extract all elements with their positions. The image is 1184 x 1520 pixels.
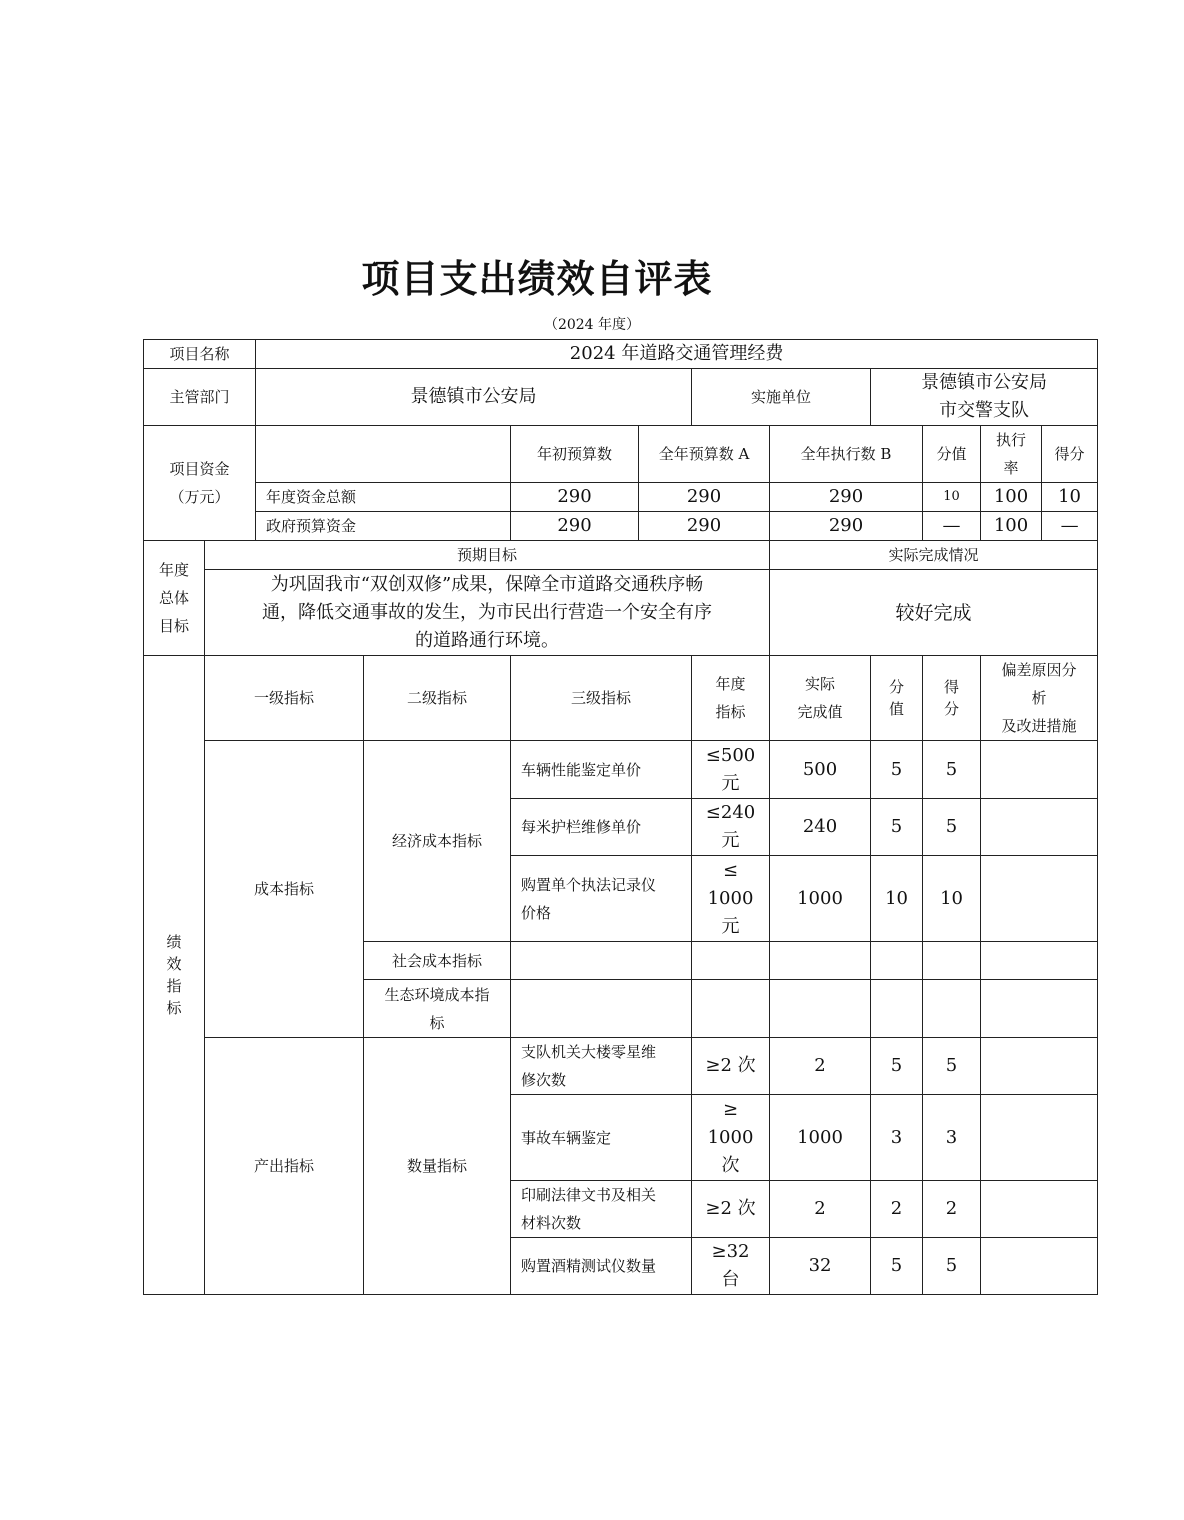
social-cost-label: 社会成本指标 (364, 942, 511, 980)
indicator-row-actual: 32 (770, 1238, 871, 1295)
page-title: 项目支出绩效自评表 (361, 257, 713, 301)
indicator-row-target-line1: ≥32 (711, 1241, 750, 1262)
impl-unit-value (871, 369, 1098, 426)
indicator-row-score-value: 3 (871, 1095, 923, 1181)
self-evaluation-table (143, 339, 1098, 1295)
indicator-row-deviation (981, 741, 1098, 799)
indicator-row-score-value: 10 (871, 856, 923, 942)
indicator-row-actual (770, 942, 871, 980)
expected-goal-line3: 的道路通行环境。 (415, 629, 559, 651)
indicator-header-deviation-line1: 偏差原因分 (1001, 661, 1077, 679)
indicator-header-actual-line2: 完成值 (797, 703, 843, 721)
indicator-header-score-text: 得分 (944, 678, 960, 718)
quantity-indicator-label: 数量指标 (364, 1038, 511, 1295)
funds-row-executed: 290 (770, 483, 923, 512)
funds-row-name: 年度资金总额 (256, 483, 511, 512)
indicator-row-deviation (981, 1238, 1098, 1295)
funds-label-line1: 项目资金 (169, 460, 230, 478)
funds-row-score: 10 (1042, 483, 1098, 512)
indicator-row-score: 3 (923, 1095, 981, 1181)
year-subtitle: （2024 年度） (543, 317, 641, 333)
indicator-row-actual: 1000 (770, 856, 871, 942)
funds-label-line2: （万元） (169, 488, 230, 506)
indicator-row-target (692, 799, 770, 856)
indicator-header-deviation-line3: 及改进措施 (1001, 717, 1077, 735)
indicator-row-actual: 500 (770, 741, 871, 799)
indicator-header-level1: 一级指标 (205, 656, 364, 741)
impl-unit-line2: 市交警支队 (939, 400, 1030, 421)
indicator-row-score (923, 980, 981, 1038)
indicator-row-target-line1: ≥ (722, 1098, 739, 1120)
indicator-row-target (692, 942, 770, 980)
funds-row-annual: 290 (639, 483, 770, 512)
indicator-row-score-value: 5 (871, 1038, 923, 1095)
project-name-label: 项目名称 (144, 340, 256, 369)
funds-row-score: — (1042, 512, 1098, 541)
funds-header-blank (256, 426, 511, 483)
indicator-row-target (692, 1095, 770, 1181)
indicator-row-name (511, 980, 692, 1038)
goals-label (144, 541, 205, 656)
funds-label (144, 426, 256, 541)
funds-header-rate-line2: 率 (1003, 459, 1019, 477)
indicators-section-label (144, 656, 205, 1295)
indicator-header-deviation (981, 656, 1098, 741)
funds-row-score-value: 10 (923, 483, 981, 512)
indicator-header-level3: 三级指标 (511, 656, 692, 741)
indicator-row-score-value (871, 980, 923, 1038)
indicator-row-name: 购置酒精测试仪数量 (511, 1238, 692, 1295)
indicator-row-score: 10 (923, 856, 981, 942)
indicator-row-deviation (981, 942, 1098, 980)
indicator-row-score-value: 5 (871, 799, 923, 856)
indicator-row-score: 5 (923, 799, 981, 856)
actual-completion-text: 较好完成 (770, 570, 1098, 656)
indicator-header-deviation-line2: 析 (1031, 689, 1047, 707)
indicator-header-score-value (871, 656, 923, 741)
funds-row-executed: 290 (770, 512, 923, 541)
eco-env-cost-label-line2: 标 (429, 1013, 445, 1032)
funds-row-initial: 290 (511, 483, 639, 512)
indicator-header-level2: 二级指标 (364, 656, 511, 741)
indicator-row-score-value: 2 (871, 1181, 923, 1238)
indicator-row-name-line1: 支队机关大楼零星维 (521, 1043, 657, 1061)
indicator-header-score (923, 656, 981, 741)
indicator-row-score-value: 5 (871, 741, 923, 799)
indicator-row-actual: 2 (770, 1181, 871, 1238)
indicator-row-target-line2: 元 (721, 772, 740, 794)
indicator-row-target-line1: ≤500 (705, 744, 756, 766)
indicator-row-name: 车辆性能鉴定单价 (511, 741, 692, 799)
funds-header-score-value: 分值 (923, 426, 981, 483)
indicator-row-actual (770, 980, 871, 1038)
indicator-row-target-line1: ≤240 (705, 802, 756, 823)
indicator-row-target (692, 980, 770, 1038)
indicator-header-actual-line1: 实际 (805, 675, 836, 693)
indicator-row-name: 事故车辆鉴定 (511, 1095, 692, 1181)
indicator-header-actual (770, 656, 871, 741)
indicator-row-deviation (981, 1095, 1098, 1181)
eco-env-cost-label-line1: 生态环境成本指 (384, 985, 490, 1004)
dept-value: 景德镇市公安局 (256, 369, 692, 426)
funds-row-annual: 290 (639, 512, 770, 541)
funds-header-executed: 全年执行数 B (770, 426, 923, 483)
funds-row-initial: 290 (511, 512, 639, 541)
expected-goal-line2: 通，降低交通事故的发生，为市民出行营造一个安全有序 (262, 601, 712, 623)
indicator-row-name (511, 856, 692, 942)
indicator-row-target: ≥2 次 (692, 1038, 770, 1095)
indicator-row-target-line3: 元 (721, 915, 740, 937)
funds-header-annual: 全年预算数 A (639, 426, 770, 483)
economic-cost-label: 经济成本指标 (364, 741, 511, 942)
indicator-row-target: ≥2 次 (692, 1181, 770, 1238)
indicators-section-text: 绩效指标 (166, 933, 182, 1017)
indicator-row-name-line2: 材料次数 (521, 1214, 582, 1232)
indicator-row-name: 每米护栏维修单价 (511, 799, 692, 856)
indicator-row-target-line1: ≤ (722, 859, 739, 881)
impl-unit-line1: 景德镇市公安局 (921, 372, 1048, 393)
funds-row-rate: 100 (981, 512, 1042, 541)
indicator-row-name-line1: 购置单个执法记录仪 (521, 875, 657, 894)
indicator-row-actual: 2 (770, 1038, 871, 1095)
funds-row-name: 政府预算资金 (256, 512, 511, 541)
indicator-row-target (692, 1238, 770, 1295)
impl-unit-label: 实施单位 (692, 369, 871, 426)
indicator-row-score (923, 942, 981, 980)
indicator-row-name-line2: 修次数 (521, 1071, 567, 1089)
funds-header-rate (981, 426, 1042, 483)
indicator-row-target-line2: 台 (721, 1269, 740, 1290)
indicator-row-target (692, 856, 770, 942)
funds-row-rate: 100 (981, 483, 1042, 512)
indicator-row-actual: 240 (770, 799, 871, 856)
indicator-header-target (692, 656, 770, 741)
indicator-header-target-line1: 年度 (715, 675, 746, 693)
indicator-row-name-line1: 印刷法律文书及相关 (521, 1186, 657, 1204)
indicator-row-name (511, 1181, 692, 1238)
indicator-row-name (511, 1038, 692, 1095)
funds-header-score: 得分 (1042, 426, 1098, 483)
cost-indicator-label: 成本指标 (205, 741, 364, 1038)
eco-env-cost-label (364, 980, 511, 1038)
indicator-row-score: 5 (923, 1238, 981, 1295)
indicator-row-target (692, 741, 770, 799)
project-name-value: 2024 年道路交通管理经费 (256, 340, 1098, 369)
indicator-row-score-value: 5 (871, 1238, 923, 1295)
funds-header-initial: 年初预算数 (511, 426, 639, 483)
funds-row-score-value: — (923, 512, 981, 541)
goals-label-line2: 总体 (158, 589, 189, 607)
expected-goal-text (205, 570, 770, 656)
indicator-row-deviation (981, 980, 1098, 1038)
expected-goal-header: 预期目标 (205, 541, 770, 570)
goals-label-line3: 目标 (158, 617, 189, 635)
indicator-header-target-line2: 指标 (715, 703, 746, 721)
indicator-row-name-line2: 价格 (521, 903, 552, 922)
output-indicator-label: 产出指标 (205, 1038, 364, 1295)
actual-completion-header: 实际完成情况 (770, 541, 1098, 570)
indicator-row-target-line3: 次 (721, 1154, 740, 1176)
expected-goal-line1: 为巩固我市“双创双修”成果，保障全市道路交通秩序畅 (270, 573, 704, 595)
indicator-row-target-line2: 元 (721, 830, 740, 851)
indicator-row-score: 2 (923, 1181, 981, 1238)
indicator-row-name (511, 942, 692, 980)
indicator-row-actual: 1000 (770, 1095, 871, 1181)
indicator-row-deviation (981, 1181, 1098, 1238)
indicator-row-score: 5 (923, 1038, 981, 1095)
indicator-row-deviation (981, 1038, 1098, 1095)
indicator-row-deviation (981, 856, 1098, 942)
funds-header-rate-line1: 执行 (996, 431, 1027, 449)
indicator-row-score: 5 (923, 741, 981, 799)
goals-label-line1: 年度 (158, 561, 189, 579)
indicator-row-target-line2: 1000 (707, 1126, 754, 1148)
indicator-row-deviation (981, 799, 1098, 856)
indicator-header-score-value-text: 分值 (889, 678, 905, 718)
indicator-row-target-line2: 1000 (707, 887, 754, 909)
indicator-row-score-value (871, 942, 923, 980)
dept-label: 主管部门 (144, 369, 256, 426)
